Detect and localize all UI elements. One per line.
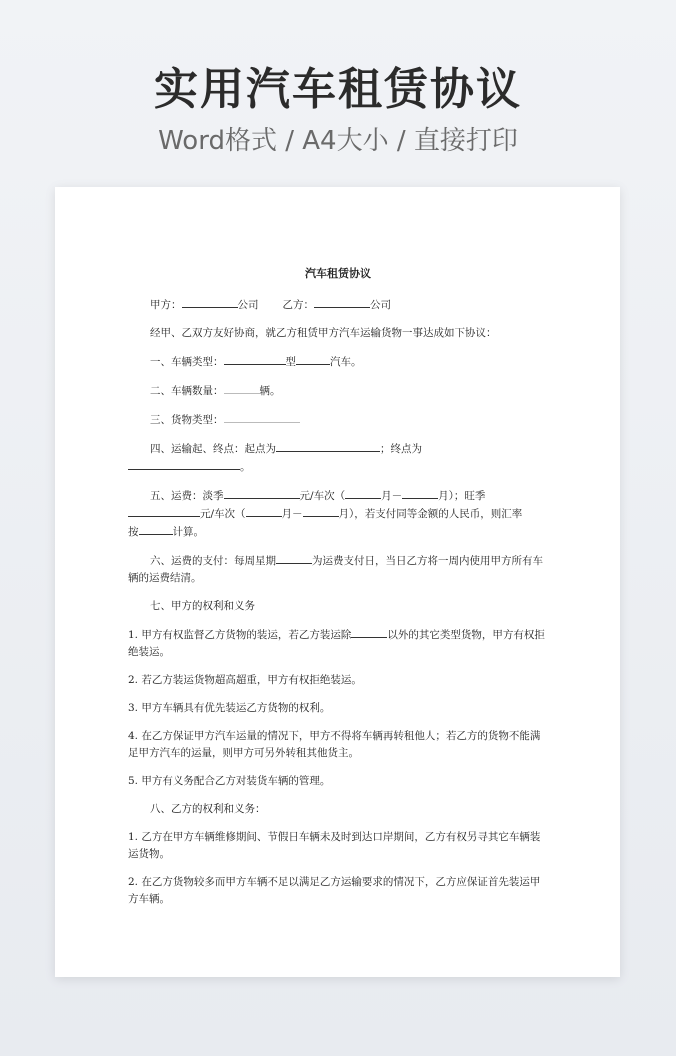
clause-text: 元/车次（ [299,490,346,502]
document-body [128,265,548,919]
section-party-b-heading: 八、乙方的权利和义务： [150,803,266,815]
blank [276,440,380,452]
document-page [55,187,620,977]
clause-text: 汽车。 [330,356,362,368]
clause-text: 计算。 [172,526,204,538]
party-a-item: 5. 甲方有义务配合乙方对装货车辆的管理。 [128,775,331,787]
blank [351,626,387,638]
clause-text: 按 [128,526,139,538]
party-a-blank [182,296,238,308]
parties-line [128,296,548,314]
blank [224,487,300,499]
blank [296,353,330,365]
clause-text: ；终点为 [380,443,423,455]
party-a-item: 3. 甲方车辆具有优先装运乙方货物的权利。 [128,702,331,714]
clause-label: 四、运输起、终点：起点为 [150,443,277,455]
clause-label: 二、车辆数量： [150,385,224,397]
clause-label: 五、运费：淡季 [150,490,224,502]
party-b-blank [314,296,370,308]
clause-text: 1. 甲方有权监督乙方货物的装运，若乙方装运除 [128,629,352,641]
clause-vehicle-count [128,382,548,400]
blank [246,505,282,517]
section-party-a-heading: 七、甲方的权利和义务 [150,600,256,612]
party-b-company: 公司 [370,299,392,311]
blank [224,353,286,365]
blank [224,411,300,423]
party-b-item: 2. 在乙方货物较多而甲方车辆不足以满足乙方运输要求的情况下，乙方应保证首先装运甲方车辆。 [128,876,541,905]
clause-text: 以外的其它类型货物，甲方有权拒绝装运。 [128,629,545,658]
page-header [0,62,676,158]
clause-vehicle-type [128,353,548,371]
clause-payment [128,552,548,587]
clause-text: 月－ [381,490,403,502]
page-title: 实用汽车租赁协议 [154,64,522,115]
clause-text: 月），若支付同等金额的人民币，则汇率 [338,508,523,520]
page-subtitle: Word格式 / A4大小 / 直接打印 [158,126,518,156]
clause-text: 月）；旺季 [438,490,486,502]
clause-label: 一、车辆类型： [150,356,224,368]
clause-cargo-type [128,411,548,429]
clause-text: 型 [285,356,297,368]
blank [139,523,173,535]
blank [128,458,240,470]
clause-route [128,440,548,476]
party-b-item: 1. 乙方在甲方车辆维修期间、节假日车辆未及时到达口岸期间，乙方有权另寻其它车辆装运货物。 [128,831,541,860]
clause-label: 三、货物类型： [150,414,224,426]
blank [276,552,312,564]
party-a-company: 公司 [237,299,259,311]
clause-freight [128,487,548,541]
clause-text: 辆。 [259,385,281,397]
blank [224,382,260,394]
blank [345,487,381,499]
party-a-item [128,626,548,661]
clause-text: 。 [240,461,251,473]
clause-text: 元/车次（ [200,508,246,520]
clause-label: 六、运费的支付：每周星期 [150,555,277,567]
party-b-label: 乙方： [282,299,315,311]
party-a-label: 甲方： [150,299,182,311]
party-a-item: 2. 若乙方装运货物超高超重，甲方有权拒绝装运。 [128,674,362,686]
blank [402,487,438,499]
clause-text: 为运费支付日，当日乙方将一周内使用甲方所有车辆的运费结清。 [128,555,544,584]
intro-paragraph: 经甲、乙双方友好协商，就乙方租赁甲方汽车运输货物一事达成如下协议： [150,327,497,339]
blank [128,505,200,517]
blank [303,505,339,517]
party-a-item: 4. 在乙方保证甲方汽车运量的情况下，甲方不得将车辆再转租他人；若乙方的货物不能满足甲方汽车的运量，则甲方可另外转租其他货主。 [128,730,541,759]
document-title: 汽车租赁协议 [305,267,371,280]
clause-text: 月－ [281,508,303,520]
